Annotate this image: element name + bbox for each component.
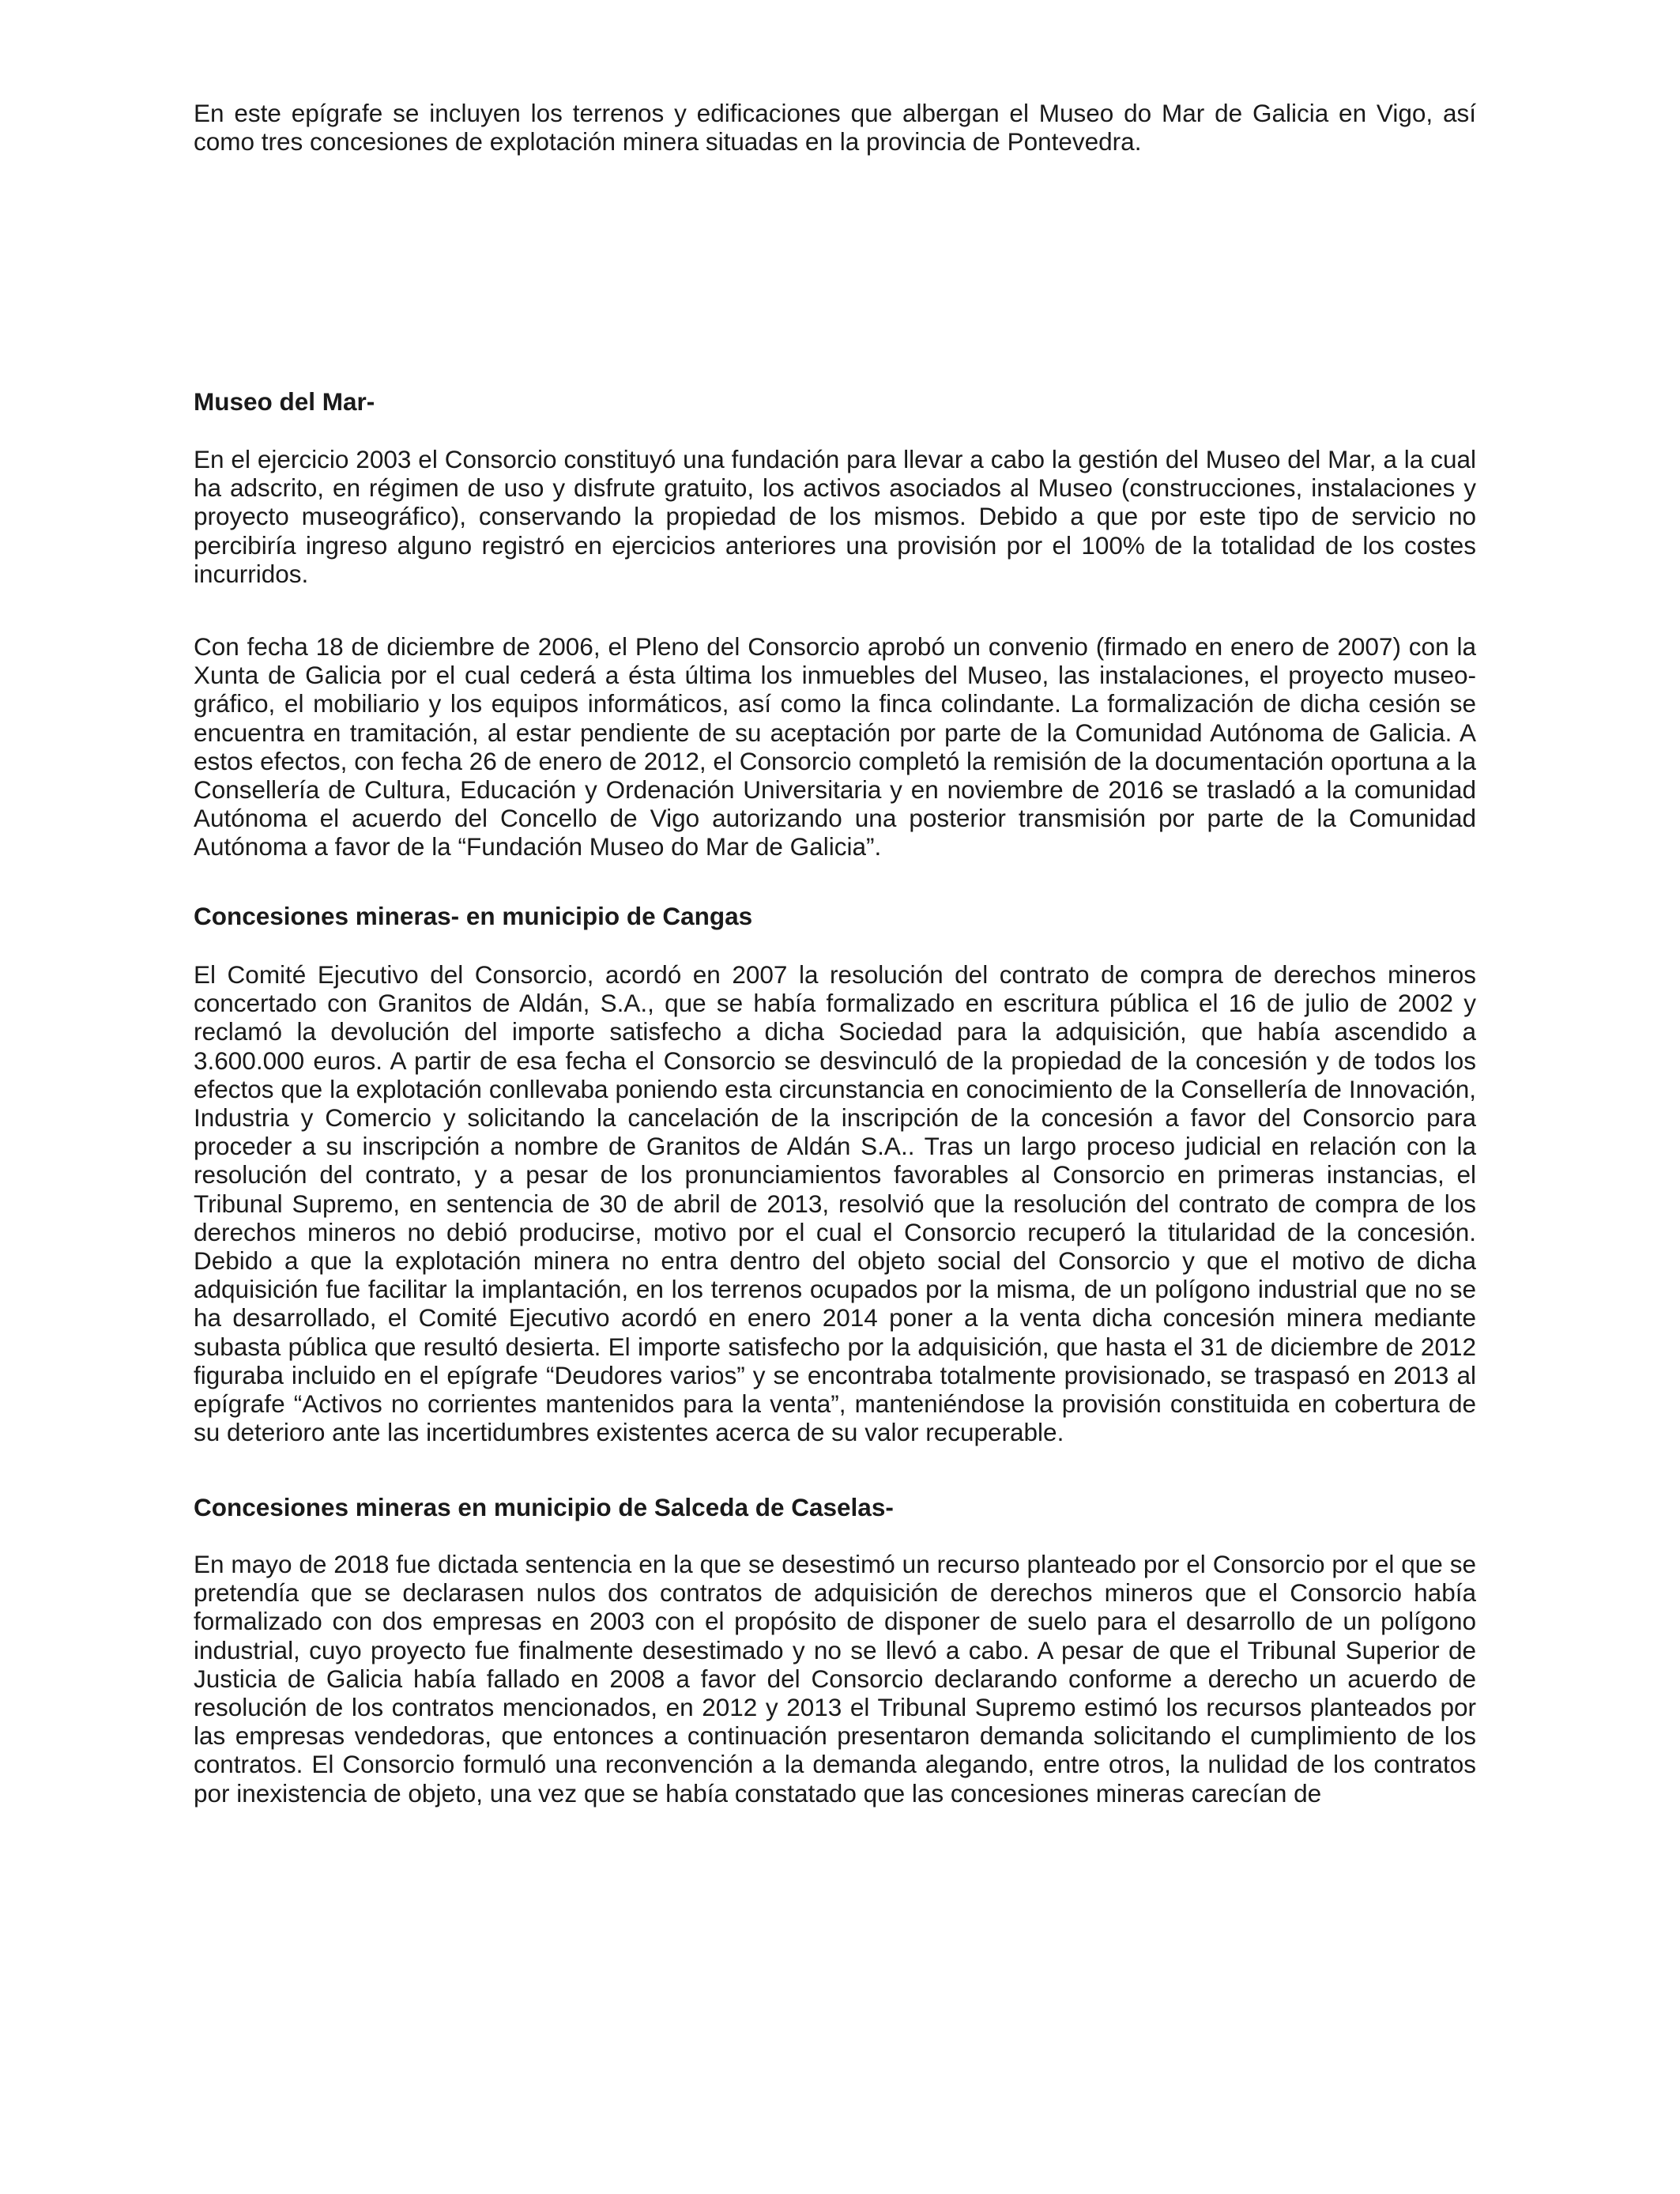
section-heading-museo-del-mar: Museo del Mar- — [194, 387, 375, 416]
salceda-de-caselas-paragraph: En mayo de 2018 fue dictada sentencia en la que se desestimó un recurso planteado por el Consorcio por el que se pretendía que se declarasen nulos dos contratos de adquisición de derechos mineros que el Consorcio había formalizado con dos empresas en 2003 con el propósito de disponer de suelo para el desarrollo de un polígono industrial, cuyo proyecto fue finalmente desestimado y no se llevó a cabo. A pesar de que el Tribunal Superior de Justicia de Galicia había fallado en 2008 a favor del Consorcio declarando conforme a derecho un acuerdo de resolución de los contratos mencionados, en 2012 y 2013 el Tribunal Supremo estimó los recursos planteados por las empresas vendedoras, que entonces a continuación presentaron demanda solicitando el cumplimiento de los contratos. El Consorcio formuló una reconvención a la demanda alegando, entre otros, la nulidad de los contratos por inexistencia de objeto, una vez que se había constatado que las concesiones mineras carecían de — [194, 1550, 1476, 1808]
museo-del-mar-paragraph-1: En el ejercicio 2003 el Consorcio constituyó una fundación para llevar a cabo la gestión del Museo del Mar, a la cual ha adscrito, en régimen de uso y disfrute gratuito, los activos asociados al Museo (construcciones, instalaciones y proyecto museográfico), conservando la propiedad de los mismos. Debido a que por este tipo de servicio no percibiría ingreso alguno registró en ejercicios anteriores una provisión por el 100% de la totalidad de los costes incurridos. — [194, 445, 1476, 588]
section-heading-salceda-de-caselas: Concesiones mineras en municipio de Salceda de Caselas- — [194, 1493, 894, 1521]
cangas-paragraph: El Comité Ejecutivo del Consorcio, acordó en 2007 la resolución del contrato de compra de derechos mineros concertado con Granitos de Aldán, S.A., que se había formalizado en escritura pública el 16 de julio de 2002 y reclamó la devolución del importe satisfecho a dicha Sociedad para la adquisición, que había ascendido a 3.600.000 euros. A partir de esa fecha el Consorcio se desvinculó de la propiedad de la concesión y de todos los efectos que la explotación conllevaba poniendo esta circunstancia en conocimiento de la Consellería de Innovación, Industria y Comercio y solicitando la cancelación de la inscripción de la concesión a favor del Consorcio para proceder a su inscripción a nombre de Granitos de Aldán S.A.. Tras un largo proceso judicial en relación con la resolución del contrato, y a pesar de los pronunciamientos favorables al Consorcio en primeras instancias, el Tribunal Supremo, en sentencia de 30 de abril de 2013, resolvió que la resolución del contrato de compra de los derechos mineros no debió producirse, motivo por el cual el Consorcio recuperó la titularidad de la concesión. Debido a que la explotación minera no entra dentro del objeto social del Consorcio y que el motivo de dicha adquisición fue facilitar la implantación, en los terrenos ocupados por la misma, de un polígono industrial que no se ha desarrollado, el Comité Ejecutivo acordó en enero 2014 poner a la venta dicha concesión minera mediante subasta pública que resultó desierta. El importe satisfecho por la adquisición, que hasta el 31 de diciembre de 2012 figuraba incluido en el epígrafe “Deudores varios” y se encontraba totalmente provisionado, se traspasó en 2013 al epígrafe “Activos no corrientes mantenidos para la venta”, manteniéndose la provisión constituida en cobertura de su deterioro ante las incertidumbres existentes acerca de su valor recuperable. — [194, 960, 1476, 1447]
intro-paragraph: En este epígrafe se incluyen los terrenos y edificaciones que albergan el Museo do Mar de Galicia en Vigo, así como tres concesiones de explotación minera situadas en la provincia de Pontevedra. — [194, 99, 1476, 156]
section-heading-cangas: Concesiones mineras- en municipio de Cangas — [194, 902, 753, 930]
museo-del-mar-paragraph-2: Con fecha 18 de diciembre de 2006, el Pleno del Consorcio aprobó un convenio (firmado en enero de 2007) con la Xunta de Galicia por el cual cederá a ésta última los inmuebles del Museo, las instalaciones, el proyecto museo-gráfico, el mobiliario y los equipos informáticos, así como la finca colindante. La formalización de dicha cesión se encuentra en tramitación, al estar pendiente de su aceptación por parte de la Comunidad Autónoma de Galicia. A estos efectos, con fecha 26 de enero de 2012, el Consorcio completó la remisión de la documentación oportuna a la Consellería de Cultura, Educación y Ordenación Universitaria y en noviembre de 2016 se trasladó a la comunidad Autónoma el acuerdo del Concello de Vigo autorizando una posterior transmisión por parte de la Comunidad Autónoma a favor de la “Fundación Museo do Mar de Galicia”. — [194, 632, 1476, 861]
